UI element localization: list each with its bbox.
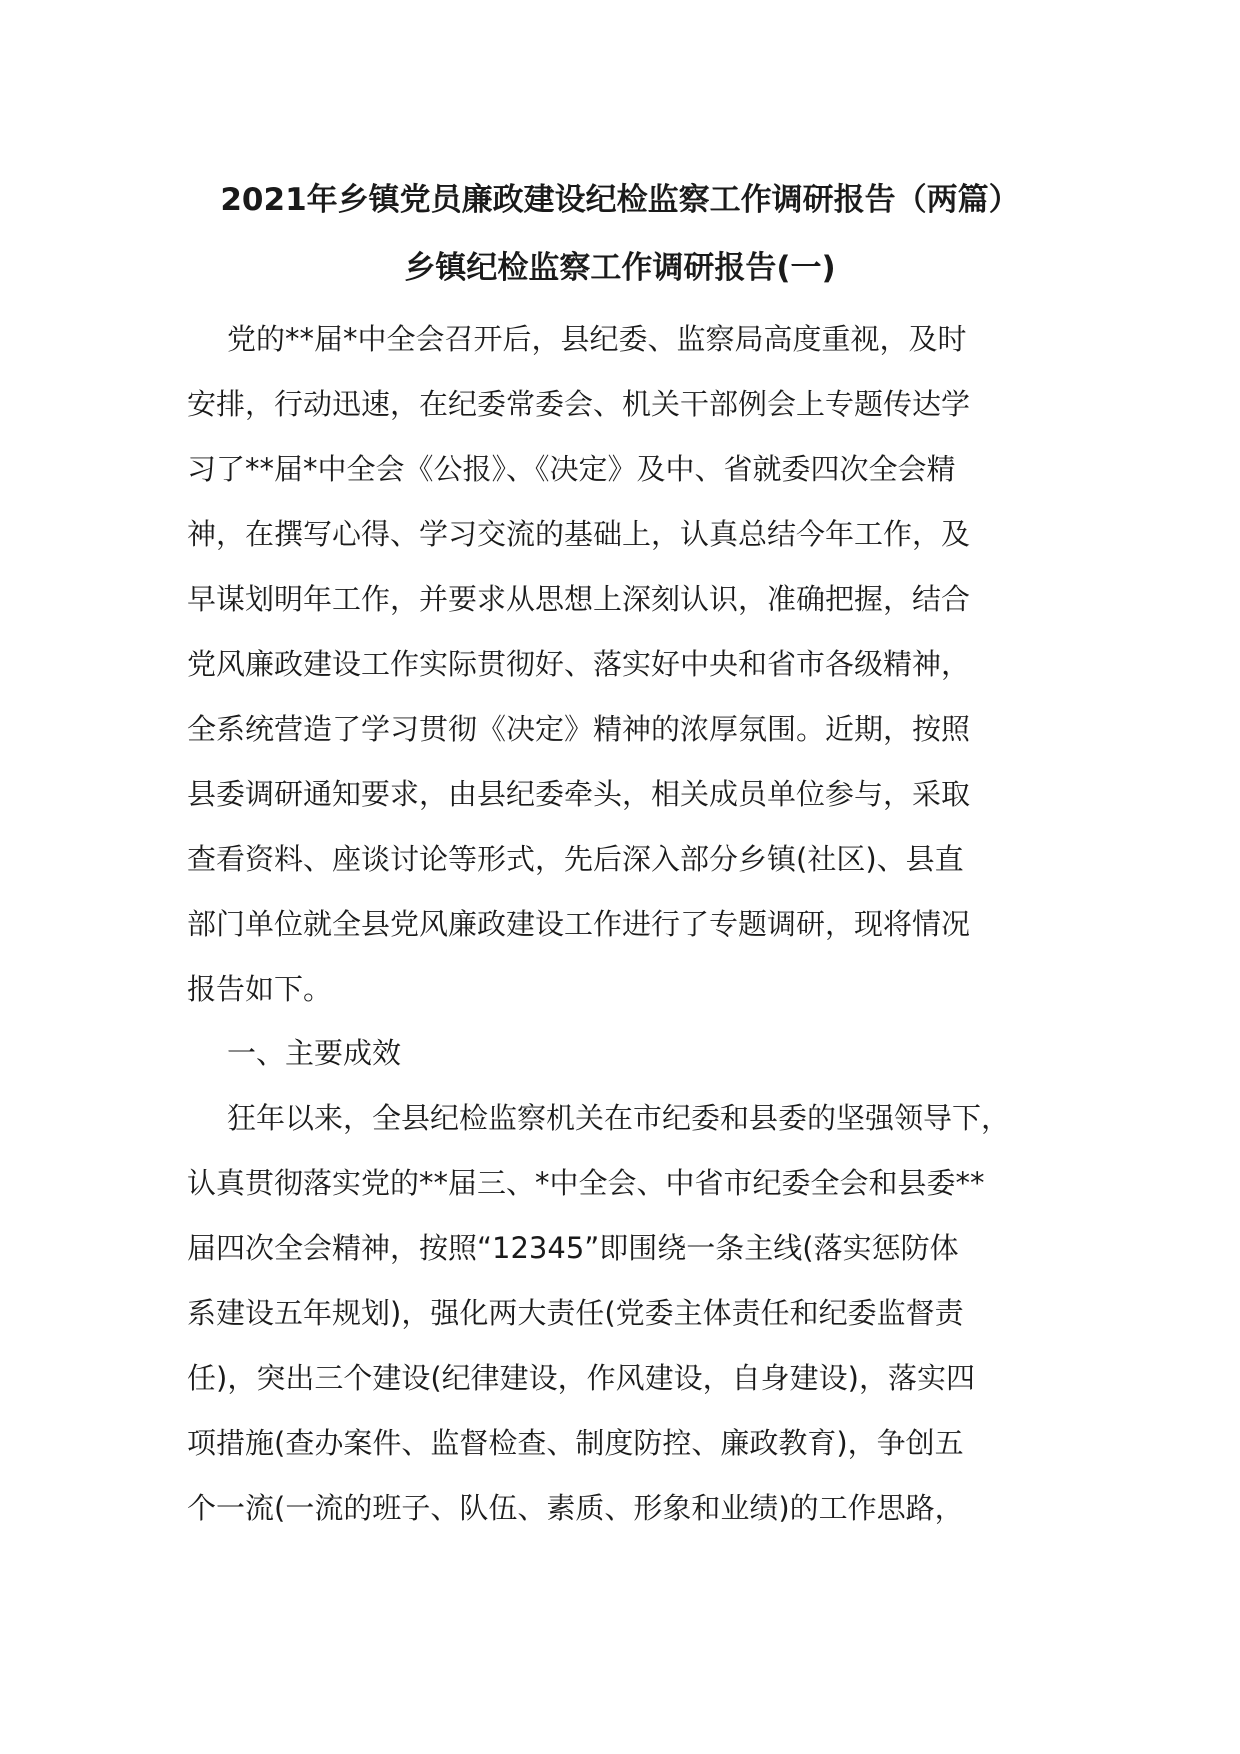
- paragraph-line: 神，在撰写心得、学习交流的基础上，认真总结今年工作，及: [187, 517, 971, 551]
- paragraph-line: 党风廉政建设工作实际贯彻好、落实好中央和省市各级精神，: [187, 647, 971, 681]
- paragraph-line: 全系统营造了学习贯彻《决定》精神的浓厚氛围。近期，按照: [187, 712, 971, 746]
- paragraph-line: 县委调研通知要求，由县纪委牵头，相关成员单位参与，采取: [187, 777, 971, 811]
- paragraph-results: [187, 1086, 1087, 1541]
- paragraph-line: 安排，行动迅速，在纪委常委会、机关干部例会上专题传达学: [187, 387, 971, 421]
- paragraph-line: 习了**届*中全会《公报》、《决定》及中、省就委四次全会精: [187, 452, 956, 486]
- document-title: 2021年乡镇党员廉政建设纪检监察工作调研报告（两篇）: [220, 182, 1020, 218]
- paragraph-line: 个一流(一流的班子、队伍、素质、形象和业绩)的工作思路，: [187, 1491, 964, 1525]
- section-heading-text: 一、主要成效: [227, 1036, 402, 1070]
- paragraph-line: 任)，突出三个建设(纪律建设，作风建设，自身建设)，落实四: [187, 1361, 975, 1395]
- paragraph-line: 届四次全会精神，按照“12345”即围绕一条主线(落实惩防体: [187, 1231, 959, 1265]
- paragraph-line: 党的**届*中全会召开后，县纪委、监察局高度重视，及时: [227, 322, 967, 356]
- paragraph-line: 系建设五年规划)，强化两大责任(党委主体责任和纪委监督责: [187, 1296, 964, 1330]
- paragraph-line: 报告如下。: [187, 972, 333, 1006]
- paragraph-line: 查看资料、座谈讨论等形式，先后深入部分乡镇(社区)、县直: [187, 842, 964, 876]
- paragraph-line: 项措施(查办案件、监督检查、制度防控、廉政教育)，争创五: [187, 1426, 964, 1460]
- document-subtitle: 乡镇纪检监察工作调研报告(一): [404, 250, 836, 286]
- paragraph-line: 早谋划明年工作，并要求从思想上深刻认识，准确把握，结合: [187, 582, 971, 616]
- paragraph-line: 部门单位就全县党风廉政建设工作进行了专题调研，现将情况: [187, 907, 971, 941]
- section-heading-main-results: [187, 1021, 1087, 1086]
- paragraph-intro: [187, 307, 1087, 1022]
- paragraph-line: 狂年以来，全县纪检监察机关在市纪委和县委的坚强领导下，: [227, 1101, 1011, 1135]
- paragraph-line: 认真贯彻落实党的**届三、*中全会、中省市纪委全会和县委**: [187, 1166, 985, 1200]
